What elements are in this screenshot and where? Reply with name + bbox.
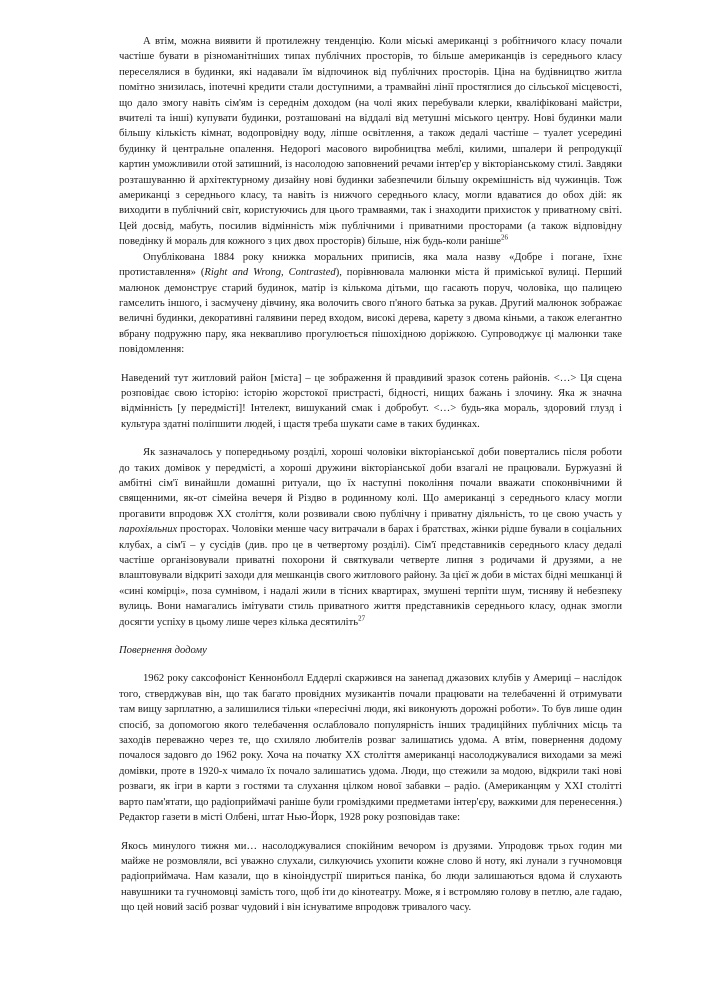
footnote-ref-26: 26 <box>500 233 508 242</box>
section-heading: Повернення додому <box>119 645 207 657</box>
footnote-ref-27: 27 <box>358 614 366 623</box>
paragraph-4: 1962 року саксофоніст Кеннонболл Еддерлі скаржився на занепад джазових клубів у Америці – наслідок того, стверджував він, що так багато провідних музикантів почали працювати на телебаченні й отримувати там вищу зарплатню, а залишилися тільки «пересічні люди, які виконують дорожні роботи». То був лише один спосіб, за допомогою якого телебачення ослабловало популярність інших традиційних публічних місць та заходів переважно через те, що схиляло любителів розваг залишатись удома. А втім, повернення додому почалося задовго до 1962 року. Хоча на початку XX століття американці насолоджувалися виходами за межі домівки, проте в 1920-х чимало їх почало залишатись удома. Люди, що стежили за модою, відкрили такі нові розваги, як ігри в карти з гостями та слухання цілком нової забавки – радіо. (Американцям у XXI столітті варто пам'ятати, що радіоприймачі раніше були громіздкими предметами інтер'єру, важкими для перенесення.) Редактор газети в місті Олбені, штат Нью-Йорк, 1928 року розповідав таке: <box>119 673 622 824</box>
block-quote-1: Наведений тут житловий район [міста] – це зображення й правдивий зразок сотень районів. <…> Ця сцена розповідає свою історію: історію жорстокої пристрасті, бідності, нищих бажань і злочину. Яка ж значна відмінність [у передмісті]! Інтелект, вишуканий смак і добробут. <…> будь-яка мораль, здоровий глузд і культура здатні поліпшити людей, і щастя треба шукати саме в таких будинках. <box>121 372 622 430</box>
paragraph-2-text-b: ), порівнювала малюнки міста й приміської вулиці. Перший малюнок демонструє старий будинок, матір із кількома дітьми, що гасають поруч, чоловіка, що палицею гамселить іншого, і засмучену дівчину, яка волочить свого п'яного батька за рукав. Другий малюнок зображає величні будинки, декоративні галявини перед входом, високі дерева, карету з двома кіньми, а також елегантно вбрану подружню пару, яка неквапливо прогулюється пішохідною доріжкою. Супроводжує ці малюнки таке повідомлення: <box>119 267 622 356</box>
paragraph-1-text: А втім, можна виявити й протилежну тенденцію. Коли міські американці з робітничого класу почали частіше бувати в різноманітніших типах публічних просторів, то більше американців із середнього класу переселялися в будинки, які надавали їм відпочинок від публічних просторів. Ціна на будівництво житла помітно знизилась, іпотечні кредити стали доступними, а трамвайні лінії простяглися до сільської місцевості, що дало змогу навіть сім'ям із середнім доходом (на чолі яких перебували клерки, кваліфіковані майстри, вчителі та інші) купувати будинки, розташовані на віддалі від метушні міського центру. Нові будинки мали більшу кількість кімнат, водопровідну воду, ліпше освітлення, а також дедалі частіше – туалет усередині будинку й центральне опалення. Недорогі масового виробництва меблі, килими, шпалери й репродукції картин уможливили отой затишний, із насолодою заповнений речами інтер'єр у вікторіанському стилі. Завдяки розташуванню й архітектурному дизайну нові будинки забезпечили більшу окремішність від чужинців. Тож американці з середнього класу, та навіть із нижчого середнього класу, могли вдаватися до обох дій: як виходити в публічний світ, користуючись для цього трамваями, так і знаходити прихисток у приватному світі. Цей досвід, мабуть, посилив відмінність між публічними і приватними просторами (а також відповідну поведінку й мораль для кожного з цих двох просторів) більше, ніж будь-коли раніше <box>119 36 622 248</box>
paragraph-3 <box>119 445 622 630</box>
block-quote-2: Якось минулого тижня ми… насолоджувалися спокійним вечором із друзями. Упродовж трьох годин ми майже не розмовляли, всі уважно слухали, силкуючись ухопити кожне слово й ноту, які лунали з гучномовця радіоприймача. Нам казали, що в кіноіндустрії шириться паніка, бо люди залишаються вдома й слухають навушники та гучномовці замість того, щоб іти до кінотеатру. Може, я і встромляю голову в петлю, але гадаю, що цей новий засіб розваг чудовий і він існуватиме впродовж тривалого часу. <box>121 840 622 914</box>
paragraph-1 <box>119 34 622 250</box>
paragraph-2-text-a: Опублікована 1884 року книжка моральних приписів, яка мала назву «Добре і погане, їхнє протиставлення» ( <box>119 251 622 279</box>
book-title-english: Right and Wrong, Contrasted <box>204 267 336 279</box>
paragraph-3-italic: парохіяльних <box>119 524 178 536</box>
paragraph-2 <box>119 250 622 358</box>
paragraph-3-text-b: просторах. Чоловіки менше часу витрачали в барах і братствах, жінки рідше бували в соціальних клубах, а сім'ї – у сусідів (див. про це в четвертому розділі). Сім'ї представників середнього класу дедалі частіше організовували приватні похорони й святкували четверте липня з родичами й друзями, а не влаштовували відкриті заходи для мешканців свого житлового району. За цієї ж доби в містах бідні мешканці й «сині комірці», поза сумнівом, і надалі жили в тісних квартирах, змушені терпіти шум, тисняву й небезпеку вулиць. Вони намагались імітувати стиль приватного життя представників середнього класу, однак змогли досягти успіху в цьому лише через кілька десятиліть <box>119 524 622 628</box>
paragraph-3-text-a: Як зазначалось у попередньому розділі, хороші чоловіки вікторіанської доби повертались після роботи до таких домівок у передмісті, а хороші дружини вікторіанської доби взагалі не працювали. Буржуазні й амбітні сім'ї винайшли домашні ритуали, що їх наступні покоління почали вважати споконвічними й священними, як-от сімейна вечеря й Різдво в родинному колі. Що американці з середнього класу могли прогавити впродовж XX століття, коли розвивали свою публічну і приватну діяльність, то це свою участь у <box>119 447 622 520</box>
